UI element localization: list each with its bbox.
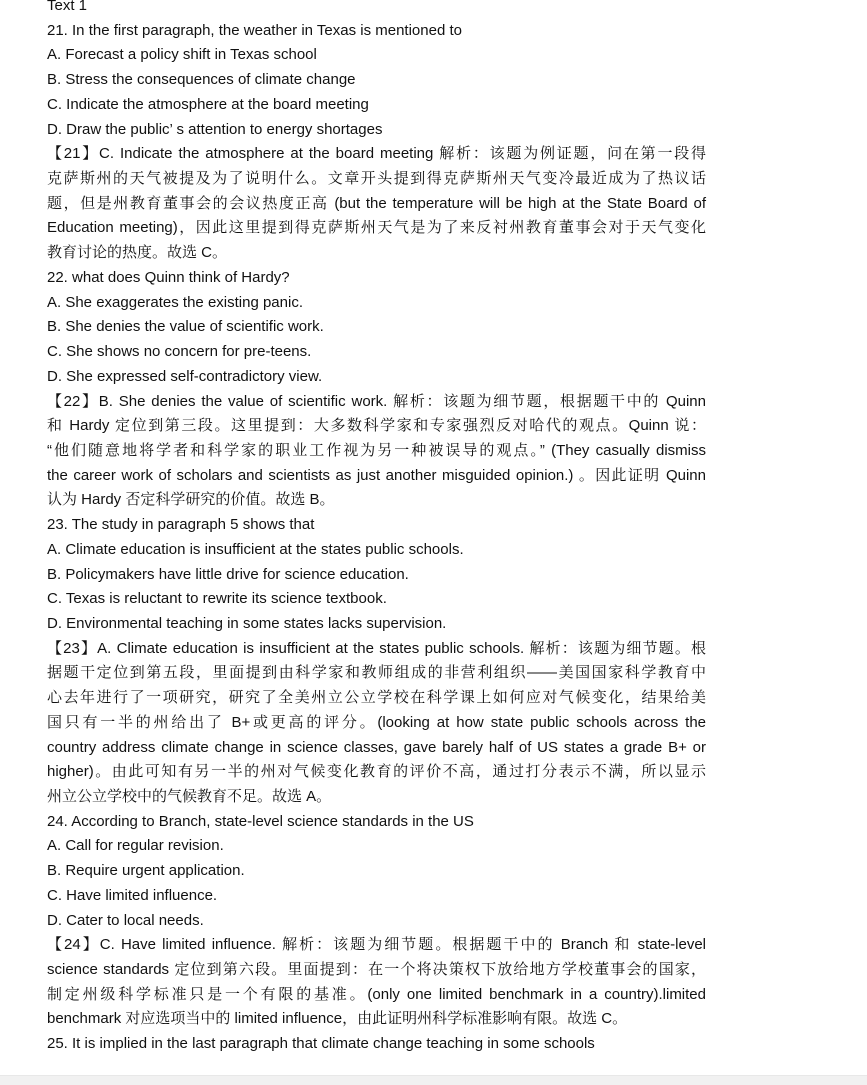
question-stem: 21. In the first paragraph, the weather in Texas is mentioned to	[47, 21, 462, 39]
explanation-line: the career work of scholars and scientists as just another misguided opinion.) 。因此证明 Quinn	[47, 466, 706, 484]
option-d: D. She expressed self-contradictory view.	[47, 367, 323, 385]
explanation-line: 心去年进行了一项研究，研究了全美州立公立学校在科学课上如何应对气候变化，结果给美	[47, 689, 706, 707]
explanation-line: 【24】C. Have limited influence. 解析：该题为细节题。根据题干中的 Branch 和 state-level	[47, 936, 706, 954]
explanation-line: 国只有一半的州给出了 B+或更高的评分。(looking at how state public schools across the	[47, 713, 706, 731]
answer-explanation-21	[47, 142, 706, 266]
explanation-line: higher)。由此可知有另一半的州对气候变化教育的评价不高，通过打分表示不满，所以显示	[47, 763, 706, 781]
option-c: C. Texas is reluctant to rewrite its science textbook.	[47, 590, 387, 608]
option-a: A. Climate education is insufficient at the states public schools.	[47, 540, 464, 558]
question-stem: 24. According to Branch, state-level science standards in the US	[47, 812, 474, 830]
question-stem: 22. what does Quinn think of Hardy?	[47, 268, 290, 286]
explanation-line: 制定州级科学标准只是一个有限的基准。(only one limited benchmark in a country).limited	[47, 985, 706, 1003]
explanation-line: 克萨斯州的天气被提及为了说明什么。文章开头提到得克萨斯州天气变冷最近成为了热议话	[47, 170, 706, 188]
question-list	[47, 19, 706, 1057]
answer-explanation-24	[47, 933, 706, 1032]
option-a: A. Call for regular revision.	[47, 837, 224, 855]
explanation-line: 教育讨论的热度。故选 C。	[47, 244, 228, 262]
explanation-line: 和 Hardy 定位到第三段。这里提到：大多数科学家和专家强烈反对哈代的观点。Quinn 说：	[47, 417, 706, 435]
explanation-line: 【23】A. Climate education is insufficient at the states public schools. 解析：该题为细节题。根	[47, 639, 706, 657]
option-d: D. Cater to local needs.	[47, 911, 204, 929]
document-title: Text 1	[47, 0, 88, 14]
document-page	[47, 0, 706, 1057]
option-a: A. She exaggerates the existing panic.	[47, 293, 303, 311]
option-a: A. Forecast a policy shift in Texas school	[47, 46, 317, 64]
explanation-line: “他们随意地将学者和科学家的职业工作视为另一种被误导的观点。” (They casually dismiss	[47, 441, 706, 459]
option-b: B. Stress the consequences of climate change	[47, 71, 356, 89]
answer-explanation-22	[47, 390, 706, 514]
explanation-line: 【21】C. Indicate the atmosphere at the board meeting 解析：该题为例证题，问在第一段得	[47, 145, 706, 163]
question-21	[47, 19, 706, 266]
explanation-line: 题，但是州教育董事会的会议热度正高 (but the temperature will be high at the State Board of	[47, 194, 706, 212]
question-22	[47, 266, 706, 513]
option-b: B. Require urgent application.	[47, 862, 245, 880]
explanation-line: 据题干定位到第五段，里面提到由科学家和教师组成的非营利组织——美国国家科学教育中	[47, 664, 706, 682]
question-stem: 23. The study in paragraph 5 shows that	[47, 516, 315, 534]
explanation-line: science standards 定位到第六段。里面提到：在一个将决策权下放给地方学校董事会的国家，	[47, 961, 706, 979]
question-25	[47, 1032, 706, 1057]
option-c: C. She shows no concern for pre-teens.	[47, 343, 312, 361]
answer-explanation-23	[47, 637, 706, 810]
option-b: B. Policymakers have little drive for science education.	[47, 565, 409, 583]
explanation-line: country address climate change in science classes, gave barely half of US states a grade B+ or	[47, 738, 706, 756]
option-c: C. Have limited influence.	[47, 886, 218, 904]
explanation-line: 州立公立学校中的气候教育不足。故选 A。	[47, 788, 332, 805]
explanation-line: Education meeting)，因此这里提到得克萨斯州天气是为了来反衬州教育董事会对于天气变化	[47, 219, 706, 237]
question-stem: 25. It is implied in the last paragraph that climate change teaching in some schools	[47, 1035, 595, 1053]
explanation-line: benchmark 对应选项当中的 limited influence，由此证明州科学标准影响有限。故选 C。	[47, 1010, 628, 1028]
explanation-line: 认为 Hardy 否定科学研究的价值。故选 B。	[47, 491, 335, 509]
explanation-line: 【22】B. She denies the value of scientific work. 解析：该题为细节题，根据题干中的 Quinn	[47, 392, 706, 410]
option-d: D. Draw the public’ s attention to energy shortages	[47, 120, 383, 138]
option-d: D. Environmental teaching in some states lacks supervision.	[47, 614, 447, 632]
option-c: C. Indicate the atmosphere at the board meeting	[47, 95, 369, 113]
question-23	[47, 513, 706, 810]
option-b: B. She denies the value of scientific work.	[47, 318, 324, 336]
question-24	[47, 810, 706, 1032]
